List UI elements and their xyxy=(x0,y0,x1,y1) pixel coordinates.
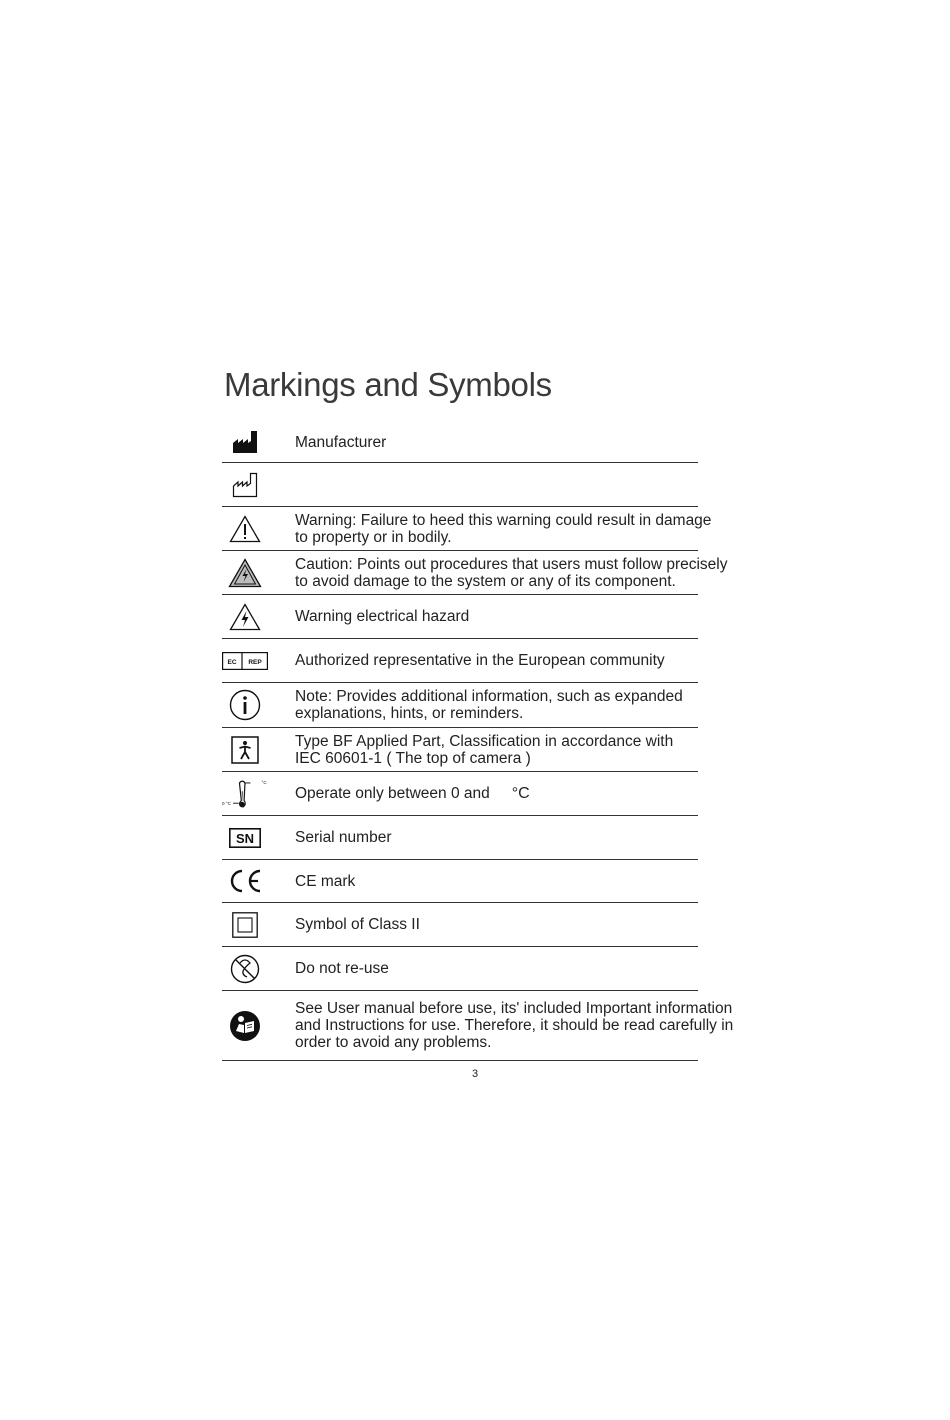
date-of-manufacture-icon xyxy=(222,463,268,506)
ce-mark-icon xyxy=(222,860,268,902)
symbol-row xyxy=(222,683,698,728)
manufacturer-icon xyxy=(222,422,268,462)
caution-hazard-icon xyxy=(222,551,268,594)
electrical-hazard-icon xyxy=(222,595,268,638)
sn-label: SN xyxy=(235,830,255,846)
user-manual-icon xyxy=(222,991,268,1060)
symbol-description: Do not re-use xyxy=(295,960,389,977)
do-not-reuse-icon xyxy=(222,947,268,990)
symbol-row xyxy=(222,816,698,860)
temp-low-label: 0 °C xyxy=(222,800,231,806)
info-icon xyxy=(222,683,268,727)
type-bf-icon xyxy=(222,728,268,771)
symbol-description: Type BF Applied Part, Classification in accordance with IEC 60601-1 ( The top of camera ) xyxy=(295,732,674,767)
symbol-row xyxy=(222,991,734,1061)
symbol-description: See User manual before use, its' included Important information and Instructions for use. Therefore, it should be read carefully in order to avoid any problems. xyxy=(295,1000,734,1051)
symbol-row xyxy=(222,595,698,639)
symbol-description: Note: Provides additional information, such as expanded explanations, hints, or reminders. xyxy=(295,688,683,722)
symbol-row xyxy=(222,422,698,463)
symbol-description: Serial number xyxy=(295,829,392,846)
symbol-row xyxy=(222,860,698,903)
symbol-description: Manufacturer xyxy=(295,433,387,451)
serial-number-icon xyxy=(222,816,268,859)
symbol-row xyxy=(222,903,698,947)
symbol-row xyxy=(222,772,698,816)
ec-rep-icon xyxy=(222,639,268,682)
symbol-description: Warning: Failure to heed this warning could result in damage to property or in bodily. xyxy=(295,511,712,546)
temperature-limit-icon xyxy=(222,772,268,815)
symbol-row xyxy=(222,728,698,772)
ec-label: EC xyxy=(227,658,237,666)
symbol-description: Authorized representative in the European community xyxy=(295,652,665,669)
symbol-row xyxy=(222,639,698,683)
symbol-description: Operate only between 0 and °C xyxy=(295,785,530,802)
warning-triangle-icon xyxy=(222,507,268,550)
page-number: 3 xyxy=(471,1068,479,1080)
symbol-row xyxy=(222,507,712,551)
symbols-table xyxy=(222,422,734,1061)
symbol-row xyxy=(222,551,728,595)
symbol-row xyxy=(222,947,698,991)
rep-label: REP xyxy=(248,658,262,666)
symbol-row xyxy=(222,463,698,507)
page-title: Markings and Symbols xyxy=(224,366,552,403)
symbol-description: Warning electrical hazard xyxy=(295,608,470,625)
symbol-description xyxy=(295,463,735,506)
temp-high-label: °C xyxy=(261,779,267,785)
symbol-description: CE mark xyxy=(295,872,356,890)
symbol-description: Caution: Points out procedures that users must follow precisely to avoid damage to the system or any of its component. xyxy=(295,555,728,590)
symbol-description: Symbol of Class II xyxy=(295,916,420,933)
class-ii-icon xyxy=(222,903,268,946)
temperature-unit: °C xyxy=(511,785,530,802)
